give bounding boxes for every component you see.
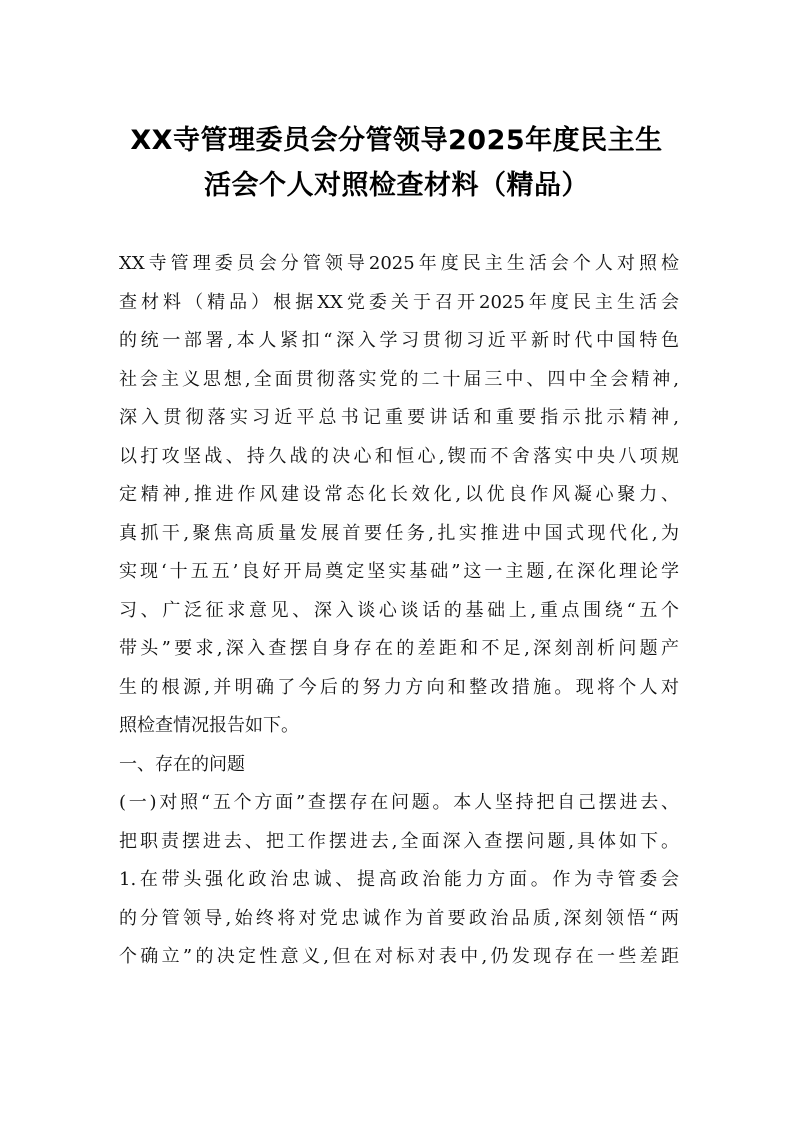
body-line-5: 深入贯彻落实习近平总书记重要讲话和重要指示批示精神, [119,407,679,428]
body-line-11: 带头”要求,深入查摆自身存在的差距和不足,深刻剖析问题产 [119,638,679,659]
body-line-7: 定精神,推进作风建设常态化长效化,以优良作风凝心聚力、 [119,484,679,505]
document-title [100,118,693,208]
body-line-1: XX寺管理委员会分管领导2025年度民主生活会个人对照检 [119,253,679,274]
body-line-6: 以打攻坚战、持久战的决心和恒心,锲而不舍落实中央八项规 [119,445,679,467]
body-line-8: 真抓干,聚焦高质量发展首要任务,扎实推进中国式现代化,为 [119,522,679,544]
body-line-3: 的统一部署,本人紧扣“深入学习贯彻习近平新时代中国特色 [119,330,679,351]
body-line-4: 社会主义思想,全面贯彻落实党的二十届三中、四中全会精神, [119,368,679,390]
body-line-9: 实现‘十五五’良好开局奠定坚实基础”这一主题,在深化理论学 [119,561,679,582]
body-line-16: 把职责摆进去、把工作摆进去,全面深入查摆问题,具体如下。 [119,830,679,852]
body-line-15: (一)对照“五个方面”查摆存在问题。本人坚持把自己摆进去、 [119,792,679,813]
title-line-2: 活会个人对照检查材料（精品） [204,170,589,201]
body-line-18: 的分管领导,始终将对党忠诚作为首要政治品质,深刻领悟“两 [119,907,679,929]
section-heading-problems: 一、存在的问题 [119,753,245,775]
title-line-1: XX寺管理委员会分管领导2025年度民主生 [130,125,663,156]
body-line-19: 个确立”的决定性意义,但在对标对表中,仍发现存在一些差距 [119,946,679,967]
document-body [119,245,679,977]
body-line-12: 生的根源,并明确了今后的努力方向和整改措施。现将个人对 [119,676,679,698]
body-line-10: 习、广泛征求意见、深入谈心谈话的基础上,重点围绕“五个 [119,599,679,621]
body-line-2: 查材料（精品）根据XX党委关于召开2025年度民主生活会 [119,291,679,313]
body-line-13: 照检查情况报告如下。 [119,715,299,736]
body-line-17: 1.在带头强化政治忠诚、提高政治能力方面。作为寺管委会 [119,869,679,890]
